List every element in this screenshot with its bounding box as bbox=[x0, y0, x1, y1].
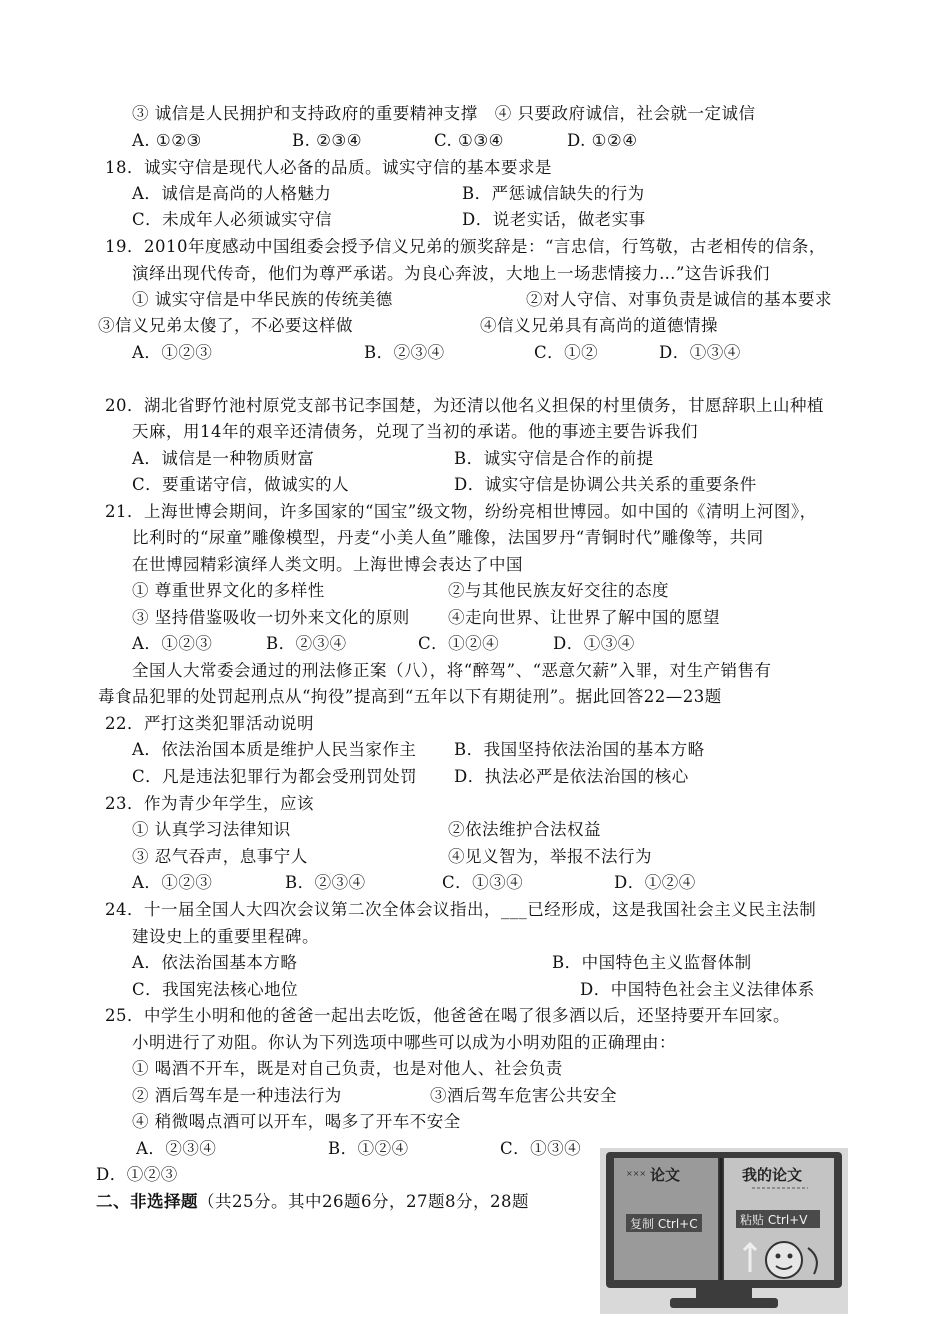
choice-d: D．诚实守信是协调公共关系的重要条件 bbox=[454, 475, 757, 494]
copy-paste-cartoon bbox=[600, 1148, 848, 1314]
cartoon-paste-label: 粘贴 Ctrl+V bbox=[740, 1213, 808, 1227]
choice-a: A．诚信是高尚的人格魅力 bbox=[132, 184, 332, 203]
question-19: 19．2010年度感动中国组委会授予信义兄弟的颁奖辞是：“言忠信，行笃敬，古老相传的信条， bbox=[105, 237, 826, 256]
choice-a: A. ①②③ bbox=[132, 131, 202, 150]
question-21-cont: 在世博园精彩演绎人类文明。上海世博会表达了中国 bbox=[132, 555, 523, 574]
intro-text: 全国人大常委会通过的刑法修正案（八），将“醉驾”、“恶意欠薪”入罪，对生产销售有 bbox=[132, 661, 772, 680]
cartoon-left-title: 论文 bbox=[650, 1166, 681, 1184]
choice-d: D．①②④ bbox=[614, 873, 696, 892]
question-21: 21．上海世博会期间，许多国家的“国宝”级文物，纷纷亮相世博园。如中国的《清明上河图》， bbox=[105, 502, 817, 521]
choice-c: C．①② bbox=[534, 343, 599, 362]
option-3: ③信义兄弟太傻了，不必要这样做 bbox=[98, 316, 353, 335]
choice-b: B．我国坚持依法治国的基本方略 bbox=[454, 740, 705, 759]
option-1: ① 诚实守信是中华民族的传统美德 bbox=[132, 290, 393, 309]
choice-b: B．中国特色主义监督体制 bbox=[552, 953, 752, 972]
choice-c: C. ①③④ bbox=[434, 131, 504, 150]
choice-a: A．①②③ bbox=[132, 634, 213, 653]
choice-b: B．诚实守信是合作的前提 bbox=[454, 449, 654, 468]
cartoon-right-title: 我的论文 bbox=[742, 1166, 803, 1184]
choice-c: C．①③④ bbox=[442, 873, 524, 892]
option-1: ① 尊重世界文化的多样性 bbox=[132, 581, 325, 600]
option-line: ③ 诚信是人民拥护和支持政府的重要精神支撑 ④ 只要政府诚信，社会就一定诚信 bbox=[132, 104, 756, 123]
choice-d: D．执法必严是依法治国的核心 bbox=[454, 767, 689, 786]
cartoon-copy-label: 复制 Ctrl+C bbox=[630, 1217, 698, 1231]
question-25: 25．中学生小明和他的爸爸一起出去吃饭，他爸爸在喝了很多酒以后，还坚持要开车回家。 bbox=[105, 1006, 790, 1025]
choice-b: B．①②④ bbox=[328, 1139, 409, 1158]
question-22: 22．严打这类犯罪活动说明 bbox=[105, 714, 314, 733]
option-2: ② 酒后驾车是一种违法行为 bbox=[132, 1086, 342, 1105]
question-21-cont: 比利时的“尿童”雕像模型，丹麦“小美人鱼”雕像，法国罗丹“青铜时代”雕像等，共同 bbox=[132, 528, 764, 547]
option-3: ③ 坚持借鉴吸收一切外来文化的原则 bbox=[132, 608, 410, 627]
choice-c: C．要重诺守信，做诚实的人 bbox=[132, 475, 350, 494]
choice-d: D．①②③ bbox=[96, 1165, 178, 1184]
question-20-cont: 天麻，用14年的艰辛还清债务，兑现了当初的承诺。他的事迹主要告诉我们 bbox=[132, 422, 698, 441]
choice-a: A．①②③ bbox=[132, 873, 213, 892]
choice-d: D．说老实话，做老实事 bbox=[462, 210, 646, 229]
question-18: 18．诚实守信是现代人必备的品质。诚实守信的基本要求是 bbox=[105, 158, 552, 177]
question-24-cont: 建设史上的重要里程碑。 bbox=[132, 927, 319, 946]
choice-c: C．我国宪法核心地位 bbox=[132, 980, 299, 999]
section-title: 二、非选择题 bbox=[96, 1192, 198, 1211]
option-3: ③酒后驾车危害公共安全 bbox=[430, 1086, 617, 1105]
option-2: ②与其他民族友好交往的态度 bbox=[448, 581, 669, 600]
question-24: 24．十一届全国人大四次会议第二次全体会议指出，___已经形成，这是我国社会主义民主法制 bbox=[105, 900, 817, 919]
choice-d: D．中国特色社会主义法律体系 bbox=[580, 980, 815, 999]
choice-a: A．依法治国本质是维护人民当家作主 bbox=[132, 740, 417, 759]
choice-d: D. ①②④ bbox=[567, 131, 638, 150]
choice-b: B．严惩诚信缺失的行为 bbox=[462, 184, 645, 203]
choice-c: C．①②④ bbox=[418, 634, 500, 653]
choice-b: B．②③④ bbox=[364, 343, 445, 362]
option-4: ④ 稍微喝点酒可以开车，喝多了开车不安全 bbox=[132, 1112, 461, 1131]
intro-text: 毒食品犯罪的处罚起刑点从“拘役”提高到“五年以下有期徒刑”。据此回答22—23题 bbox=[98, 687, 722, 706]
choice-b: B．②③④ bbox=[285, 873, 366, 892]
choice-b: B. ②③④ bbox=[292, 131, 362, 150]
choice-a: A．诚信是一种物质财富 bbox=[132, 449, 315, 468]
question-19-cont: 演绎出现代传奇，他们为尊严承诺。为良心奔波，大地上一场悲情接力…”这告诉我们 bbox=[132, 264, 770, 283]
option-2: ②依法维护合法权益 bbox=[448, 820, 601, 839]
section-heading bbox=[96, 1191, 529, 1213]
option-2: ②对人守信、对事负责是诚信的基本要求 bbox=[526, 290, 832, 309]
section-note: （共25分。其中26题6分，27题8分，28题 bbox=[198, 1192, 529, 1211]
choice-a: A．②③④ bbox=[136, 1139, 217, 1158]
choice-a: A．依法治国基本方略 bbox=[132, 953, 298, 972]
choice-b: B．②③④ bbox=[266, 634, 347, 653]
choice-a: A．①②③ bbox=[132, 343, 213, 362]
option-3: ③ 忍气吞声，息事宁人 bbox=[132, 847, 308, 866]
option-4: ④走向世界、让世界了解中国的愿望 bbox=[448, 608, 720, 627]
option-4: ④见义智为，举报不法行为 bbox=[448, 847, 652, 866]
cartoon-left-small: ××× bbox=[626, 1169, 647, 1178]
choice-d: D．①③④ bbox=[659, 343, 741, 362]
option-1: ① 喝酒不开车，既是对自己负责，也是对他人、社会负责 bbox=[132, 1059, 563, 1078]
question-25-cont: 小明进行了劝阻。你认为下列选项中哪些可以成为小明劝阻的正确理由： bbox=[132, 1033, 676, 1052]
option-4: ④信义兄弟具有高尚的道德情操 bbox=[480, 316, 718, 335]
choice-c: C．未成年人必须诚实守信 bbox=[132, 210, 333, 229]
question-23: 23．作为青少年学生，应该 bbox=[105, 794, 314, 813]
choice-c: C．凡是违法犯罪行为都会受刑罚处罚 bbox=[132, 767, 418, 786]
choice-d: D．①③④ bbox=[553, 634, 635, 653]
choice-c: C．①③④ bbox=[500, 1139, 582, 1158]
option-1: ① 认真学习法律知识 bbox=[132, 820, 291, 839]
question-20: 20．湖北省野竹池村原党支部书记李国楚，为还清以他名义担保的村里债务，甘愿辞职上山种植 bbox=[105, 396, 824, 415]
